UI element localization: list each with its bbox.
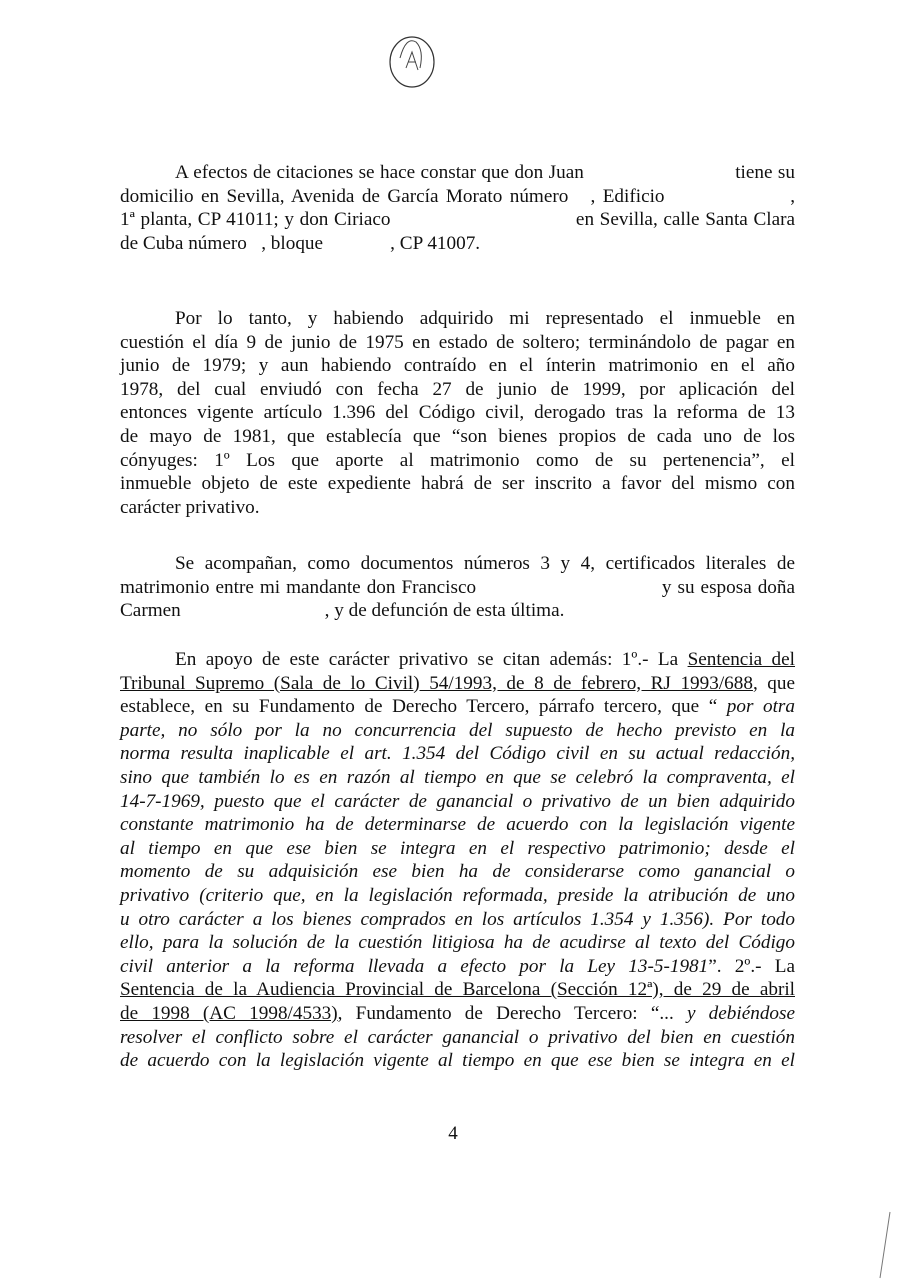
quoted-text: al tiempo en que ese bien se integra en el respectivo patrimonio; desde el [120, 837, 795, 859]
text-line [120, 860, 795, 884]
text-line [120, 472, 795, 496]
quoted-text: civil anterior a la reforma llevada a efecto por la Ley 13-5-1981 [120, 955, 709, 977]
text-line [120, 648, 795, 672]
quoted-text: norma resulta inaplicable el art. 1.354 del Código civil en su actual redacción, [120, 743, 795, 765]
text-line [120, 742, 795, 766]
page-number: 4 [448, 1123, 458, 1144]
text-line [120, 552, 795, 576]
text-line [120, 208, 795, 232]
text-run: de Cuba número , bloque , CP 41007. [120, 232, 481, 254]
text-line [120, 331, 795, 355]
text-line [120, 813, 795, 837]
quoted-text: 14-7-1969, puesto que el carácter de ganancial o privativo de un bien adquirido [120, 790, 795, 812]
text-line [120, 449, 795, 473]
paragraph [120, 648, 795, 1073]
text-line [120, 1026, 795, 1050]
text-line [120, 955, 795, 979]
text-run: cuestión el día 9 de junio de 1975 en estado de soltero; terminándolo de pagar en [120, 331, 795, 353]
text-line [120, 695, 795, 719]
quoted-text: privativo (criterio que, en la legislación reformada, preside la atribución de uno [120, 884, 795, 906]
text-run: 1978, del cual enviudó con fecha 27 de junio de 1999, por aplicación del [120, 378, 795, 400]
stamp-seal [386, 28, 438, 90]
text-line [120, 837, 795, 861]
text-run: Se acompañan, como documentos números 3 y 4, certificados literales de [175, 553, 795, 574]
text-line [120, 978, 795, 1002]
text-run: A efectos de citaciones se hace constar que don Juan tiene su [175, 162, 795, 183]
text-line [120, 354, 795, 378]
quoted-text: ello, para la solución de la cuestión litigiosa ha de acudirse al texto del Código [120, 932, 795, 954]
text-run: Carmen , y de defunción de esta última. [120, 600, 565, 622]
text-run: 1ª planta, CP 41011; y don Ciriaco en Sevilla, calle Santa Clara [120, 209, 795, 231]
text-run: inmueble objeto de este expediente habrá de ser inscrito a favor del mismo con [120, 473, 795, 495]
text-line [120, 425, 795, 449]
text-line [120, 790, 795, 814]
paragraph [120, 552, 795, 623]
quoted-text: constante matrimonio ha de determinarse de acuerdo con la legislación vigente [120, 814, 795, 836]
text-run: , que [752, 672, 795, 694]
scan-mark [874, 1210, 894, 1280]
text-run: En apoyo de este carácter privativo se citan además: 1º.- La [175, 649, 688, 670]
text-run: matrimonio entre mi mandante don Francisco y su esposa doña [120, 576, 795, 598]
text-line [120, 884, 795, 908]
text-run: , Fundamento de Derecho Tercero: “... [337, 1002, 687, 1024]
text-line [120, 496, 795, 520]
quoted-text: parte, no sólo por la no concurrencia del supuesto de hecho previsto en la [120, 719, 795, 741]
text-line [120, 1002, 795, 1026]
quoted-text: resolver el conflicto sobre el carácter ganancial o privativo del bien en cuestión [120, 1026, 795, 1048]
paragraph [120, 161, 795, 255]
quoted-text: sino que también lo es en razón al tiempo en que se celebró la compraventa, el [120, 766, 795, 788]
citation-reference: de 1998 (AC 1998/4533) [120, 1002, 338, 1024]
citation-reference: Tribunal Supremo (Sala de lo Civil) 54/1993, de 8 de febrero, RJ 1993/688 [120, 672, 753, 694]
quoted-text: por otra [726, 696, 795, 718]
citation-reference: Sentencia de la Audiencia Provincial de Barcelona (Sección 12ª), de 29 de abril [120, 979, 795, 1001]
text-line [120, 931, 795, 955]
text-run: cónyuges: 1º Los que aporte al matrimonio como de su pertenencia”, el [120, 449, 795, 471]
text-line [120, 576, 795, 600]
text-line [120, 378, 795, 402]
text-line [120, 232, 795, 256]
text-line [120, 766, 795, 790]
text-line [120, 908, 795, 932]
text-run: domicilio en Sevilla, Avenida de García Morato número , Edificio , [120, 185, 795, 207]
text-line [120, 185, 795, 209]
text-line [120, 307, 795, 331]
text-run: entonces vigente artículo 1.396 del Código civil, derogado tras la reforma de 13 [120, 402, 795, 424]
quoted-text: y debiéndose [686, 1002, 795, 1024]
quoted-text: momento de su adquisición ese bien ha de considerarse como ganancial o [120, 861, 795, 883]
text-run: Por lo tanto, y habiendo adquirido mi representado el inmueble en [175, 308, 795, 329]
text-line [120, 599, 795, 623]
quoted-text: u otro carácter a los bienes comprados en los artículos 1.354 y 1.356). Por todo [120, 908, 795, 930]
text-line [120, 401, 795, 425]
text-line [120, 161, 795, 185]
text-run: de mayo de 1981, que establecía que “son bienes propios de cada uno de los [120, 425, 795, 447]
text-line [120, 672, 795, 696]
text-run: ”. 2º.- La [708, 955, 795, 977]
text-run: establece, en su Fundamento de Derecho Tercero, párrafo tercero, que “ [120, 696, 727, 718]
text-run: carácter privativo. [120, 496, 260, 518]
paragraph [120, 307, 795, 519]
text-line [120, 719, 795, 743]
text-line [120, 1049, 795, 1073]
citation-reference: Sentencia del [687, 649, 796, 670]
quoted-text: de acuerdo con la legislación vigente al tiempo en que ese bien se integra en el [120, 1050, 795, 1072]
text-run: junio de 1979; y aun habiendo contraído en el ínterin matrimonio en el año [120, 355, 795, 377]
